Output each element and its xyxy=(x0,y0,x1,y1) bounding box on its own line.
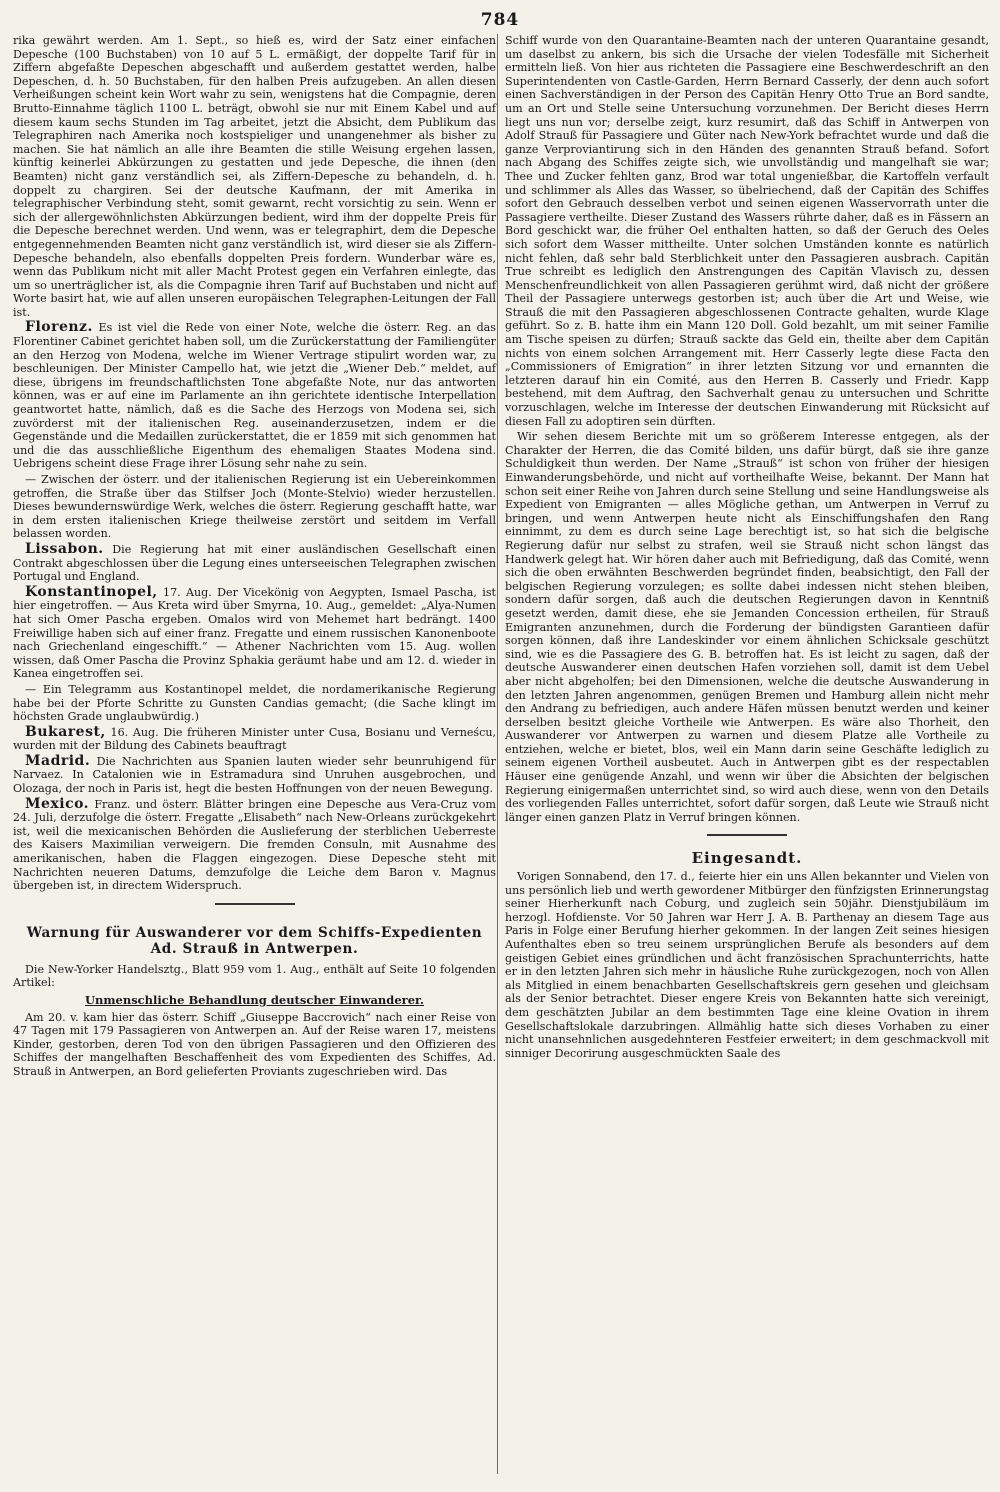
telegramm-report: — Ein Telegramm aus Kostantinopel meldet, die nordamerikanische Regierung habe bei der Pforte Schritte zu Gunsten Candias gemacht; (die Sache klingt im höchsten Grade unglaubwürdig.) xyxy=(13,682,496,724)
warnung-commentary: Wir sehen diesem Berichte mit um so größerem Interesse entgegen, als der Charakter der Herren, die das Comité bilden, uns dafür bürgt, daß sie ihre ganze Schuldigkeit thun werden. Der Name „Strauß“ ist schon von früher der hiesigen Einwanderungsbehörde, und nicht auf vortheilhafte Weise, bekannt. Der Mann hat schon seit einer Reihe von Jahren durch seine Stellung und seine Handlungsweise als Expedient von Emigranten — alles Mögliche gethan, um Antwerpen in Verruf zu bringen, und wenn Antwerpen heute nicht als Einschiffungshafen den Rang einnimmt, zu dem es durch seine Lage berechtigt ist, so hat sich die belgische Regierung dafür nur selbst zu strafen, weil sie Strauß nicht schon längst das Handwerk gelegt hat. Wir hören daher auch mit Befriedigung, daß das Comité, wenn sich die oben erwähnten Beschwerden begründet finden, beabsichtigt, den Fall der belgischen Regierung vorzulegen; es sollte dabei indessen nicht stehen bleiben, sondern dafür sorgen, daß auch die deutschen Regierungen davon in Kenntniß gesetzt werden, damit diese, ehe sie Jemanden Concession ertheilen, für Strauß Emigranten anzunehmen, durch die Forderung der bündigsten Garantieen dafür sorgen können, daß ihre Landeskinder vor einem ähnlichen Schicksale geschützt sind, wie es die Passagiere des G. B. betroffen hat. Es ist leicht zu sagen, daß der deutsche Auswanderer einen deutschen Hafen vorziehen soll, damit ist dem Uebel aber nicht abgeholfen; bei den Dimensionen, welche die deutsche Auswanderung in den letzten Jahren angenommen, genügen Bremen und Hamburg allein nicht mehr den Andrang zu befriedigen, auch andere Häfen müssen benutzt werden und keiner derselben besitzt gleiche Vortheile wie Antwerpen. Es wäre also Thorheit, den Auswanderer vor Antwerpen zu warnen und diesem Platze alle Vortheile zu entziehen, welche er bietet, blos, weil ein Mann darin seine Geschäfte lediglich zu seinem eigenen Vortheil ausbeutet. Auch in Antwerpen gibt es der respectablen Häuser eine genügende Anzahl, und wenn wir über die Absichten der belgischen Regierung einigermaßen unterrichtet sind, so wird auch diese, wenn von den Details des vorliegenden Falles unterrichtet, sofort dafür sorgen, daß Leute wie Strauß nicht länger einen ganzen Platz in Verruf bringen können. xyxy=(505,430,989,824)
lissabon-report xyxy=(13,540,496,584)
warnung-heading: Warnung für Auswanderer vor dem Schiffs-Expedienten Ad. Strauß in Antwerpen. xyxy=(26,924,483,957)
warnung-subheading: Unmenschliche Behandlung deutscher Einwanderer. xyxy=(84,993,425,1007)
place-lissabon: Lissabon. xyxy=(25,540,104,557)
place-bukarest: Bukarest, xyxy=(25,723,106,740)
stilfser-joch-report: — Zwischen der österr. und der italienischen Regierung ist ein Uebereinkommen getroffen, die Straße über das Stilfser Joch (Monte-Stelvio) wieder herzustellen. Dieses bewundernswürdige Werk, welches die österr. Regierung geschafft hatte, war in dem ersten italienischen Kriege theilweise zerstört und seitdem im Verfall belassen worden. xyxy=(13,473,496,541)
section-separator-right xyxy=(707,834,787,836)
lissabon-text: Die Regierung hat mit einer ausländischen Gesellschaft einen Contrakt abgeschlossen über die Legung eines unterseeischen Telegraphen zwischen Portugal und England. xyxy=(13,542,496,584)
telegraph-article-continued: rika gewährt werden. Am 1. Sept., so hieß es, wird der Satz einer einfachen Depesche (100 Buchstaben) von 10 auf 5 L. ermäßigt, der doppelte Tarif für in Ziffern abgefaßte Depeschen abgeschafft und außerdem gestattet werden, halbe Depeschen, d. h. 50 Buchstaben, für den halben Preis aufzugeben. An allen diesen Verheißungen scheint kein Wort wahr zu sein, wenigstens hat die Compagnie, deren Brutto-Einnahme täglich 1100 L. beträgt, obwohl sie nur mit Einem Kabel und auf diesem kaum sechs Stunden im Tag arbeitet, jetzt die Absicht, dem Publikum das Telegraphiren nach Amerika noch kostspieliger und unangenehmer als bisher zu machen. Sie hat nämlich an alle ihre Beamten die stille Weisung ergehen lassen, künftig keinerlei Abkürzungen zu gestatten und jede Depesche, die ihnen (den Beamten) nicht ganz verständlich sei, als Ziffern-Depesche zu behandeln, d. h. doppelt zu chargiren. Sei der deutsche Kaufmann, der mit Amerika in telegraphischer Verbindung steht, somit gewarnt, recht vorsichtig zu sein. Wenn er sich der allergewöhnlichsten Abkürzungen bedient, wird ihm der doppelte Preis für die Depesche berechnet werden. Und wenn, was er telegraphirt, dem die Depesche entgegennehmenden Beamten nicht ganz verständlich ist, wird dieser sie als Ziffern-Depesche behandeln, also ebenfalls doppelten Preis fordern. Wunderbar wäre es, wenn das Publikum nicht mit aller Macht Protest gegen ein Verfahren einlegte, das um so unerträglicher ist, als die Compagnie ihren Tarif auf Buchstaben und nicht auf Worte basirt hat, wie auf allen unseren europäischen Telegraphen-Leitungen der Fall ist. xyxy=(13,34,496,319)
left-column xyxy=(13,34,496,1081)
eingesandt-paragraph: Vorigen Sonnabend, den 17. d., feierte hier ein uns Allen bekannter und Vielen von uns persönlich lieb und werth gewordener Mitbürger den fünfzigsten Erinnerungstag seiner Hierherkunft nach Coburg, und zugleich sein 50jähr. Dienstjubiläum im herzogl. Hofdienste. Vor 50 Jahren war Herr J. A. B. Parthenay an diesem Tage aus Paris in Folge einer Berufung hierher gekommen. In der langen Zeit seines hiesigen Aufenthaltes eben so treu seinem ursprünglichen Berufe als besonders auf dem geistigen Gebiet eines gründlichen und ächt französischen Sprachunterrichts, hatte er in den letzten Jahren sich mehr in häusliche Ruhe zurückgezogen, noch von Allen als Mitglied in einem benachbarten Gesellschaftskreis gern gesehen und gleichsam als der Senior betrachtet. Dieser engere Kreis von Bekannten hatte sich vereinigt, dem geschätzten Jubilar an dem bestimmten Tage eine kleine Ovation in ihrem Gesellschaftslokale darzubringen. Allmählig hatte sich dieses Vorhaben zu einer nicht unansehnlichen ausgedehnteren Festfeier erweitert; in dem geschmackvoll mit sinniger Decorirung ausgeschmückten Saale des xyxy=(505,870,989,1060)
place-konstantinopel: Konstantinopel, xyxy=(25,583,158,600)
warnung-paragraph: Am 20. v. kam hier das österr. Schiff „Giuseppe Baccrovich“ nach einer Reise von 47 Tagen mit 179 Passagieren von Antwerpen an. Auf der Reise waren 17, meistens Kinder, gestorben, deren Tod von den übrigen Passagieren und den Offizieren des Schiffes der mangelhaften Beschaffenheit des vom Expedienten des Schiffes, Ad. Strauß in Antwerpen, an Bord gelieferten Proviants zugeschrieben wird. Das xyxy=(13,1010,496,1078)
eingesandt-title: Eingesandt. xyxy=(691,849,803,868)
place-florenz: Florenz. xyxy=(25,319,93,336)
mexico-report xyxy=(13,795,496,893)
right-column xyxy=(505,34,989,1062)
column-divider xyxy=(497,34,498,1474)
warnung-continued: Schiff wurde von den Quarantaine-Beamten nach der unteren Quarantaine gesandt, um daselbst zu ankern, bis sich die Ursache der vielen Todesfälle mit Sicherheit ermitteln ließ. Von hier aus richteten die Passagiere eine Beschwerdeschrift an den Superintendenten von Castle-Garden, Herrn Bernard Casserly, der denn auch sofort einen Sachverständigen in der Person des Capitän Henry Otto True an Bord sandte, um an Ort und Stelle seine Untersuchung vorzunehmen. Der Bericht dieses Herrn liegt uns nun vor; derselbe zeigt, kurz resumirt, daß das Schiff in Antwerpen von Adolf Strauß für Passagiere und Güter nach New-York befrachtet wurde und daß die ganze Verproviantirung sich in den Händen des genannten Strauß befand. Sofort nach Abgang des Schiffes zeigte sich, wie unvollständig und mangelhaft sie war; Thee und Zucker fehlten ganz, Brod war total ungenießbar, die Kartoffeln verfault und schlimmer als Alles das Wasser, so übelriechend, daß der Capitän des Schiffes sofort den Gebrauch desselben verbot und seinen eigenen Wasservorrath unter die Passagiere vertheilte. Dieser Zustand des Wassers rührte daher, daß es in Fässern an Bord geschickt war, die früher Oel enthalten hatten, so daß der Geruch des Oeles sich sofort dem Wasser mittheilte. Unter solchen Umständen konnte es natürlich nicht fehlen, daß sehr bald Sterblichkeit unter den Passagieren ausbrach. Capitän True schreibt es lediglich den Anstrengungen des Capitän Vlavisch zu, dessen Menschenfreundlichkeit von allen Passagieren gerühmt wird, daß nicht der größere Theil der Passagiere unterwegs gestorben ist; auch über die Art und Weise, wie Strauß die mit den Passagieren abgeschlossenen Contracte gehalten, wurde Klage geführt. So z. B. hatte ihm ein Mann 120 Doll. Gold bezahlt, um mit seiner Familie am Tische speisen zu dürfen; Strauß sackte das Geld ein, theilte aber dem Capitän nichts von einem solchen Arrangement mit. Herr Casserly legte diese Facta den „Commissioners of Emigration“ in ihrer letzten Sitzung vor und ernannten die letzteren darauf hin ein Comité, aus den Herren B. Casserly und Friedr. Kapp bestehend, mit dem Auftrag, den Sachverhalt genau zu untersuchen und Schritte vorzuschlagen, welche im Interesse der deutschen Einwanderung mit Rücksicht auf diesen Fall zu adoptiren sein dürften. xyxy=(505,34,989,428)
bukarest-report xyxy=(13,723,496,753)
florenz-text: Es ist viel die Rede von einer Note, welche die österr. Reg. an das Florentiner Cabinet gerichtet haben soll, um die Zurückerstattung der Familiengüter an den Herzog von Modena, welche im Wiener Vertrage stipulirt worden war, zu beschleunigen. Der Minister Campello hat, wie jetzt die „Wiener Deb.“ meldet, auf diese, übrigens im freundschaftlichsten Tone abgefaßte Note, nur das antworten können, was er auf eine im Parlamente an ihn gerichtete identische Interpellation geantwortet hatte, nämlich, daß es die Sache des Herzogs von Modena sei, sich zuvörderst mit der italienischen Reg. auseinanderzusetzen, indem er die Gegenstände und die Medaillen zurückerstattet, die er 1859 mit sich genommen hat und die das ausschließliche Eigenthum des ehemaligen Staates Modena sind. Uebrigens scheint diese Frage ihrer Lösung sehr nahe zu sein. xyxy=(13,321,496,471)
section-separator xyxy=(215,903,295,905)
bukarest-text: 16. Aug. Die früheren Minister unter Cusa, Bosianu und Verneścu, wurden mit der Bildung des Cabinets beauftragt xyxy=(13,725,496,753)
mexico-text: Franz. und österr. Blätter bringen eine Depesche aus Vera-Cruz vom 24. Juli, derzufolge die österr. Fregatte „Elisabeth“ nach New-Orleans zurückgekehrt ist, weil die mexicanischen Behörden die Auslieferung der sterblichen Ueberreste des Kaisers Maximilian verweigern. Die fremden Consuln, mit Ausnahme des amerikanischen, haben die Flaggen eingezogen. Diese Depesche steht mit Nachrichten neueren Datums, demzufolge die Leiche dem Baron v. Magnus übergeben ist, in directem Widerspruch. xyxy=(13,797,496,893)
place-madrid: Madrid. xyxy=(25,752,91,769)
madrid-text: Die Nachrichten aus Spanien lauten wieder sehr beunruhigend für Narvaez. In Catalonien wie in Estramadura sind Unruhen ausgebrochen, und Olozaga, der noch in Paris ist, hegt die besten Hoffnungen von der neuen Bewegung. xyxy=(13,754,496,796)
konstantinopel-report xyxy=(13,583,496,681)
florenz-report xyxy=(13,321,496,471)
konstantinopel-text: 17. Aug. Der Vicekönig von Aegypten, Ismael Pascha, ist hier eingetroffen. — Aus Kreta wird über Smyrna, 10. Aug., gemeldet: „Alya-Numen hat sich Omer Pascha ergeben. Omalos wird von Mehemet hart bedrängt. 1400 Freiwillige haben sich auf einer franz. Fregatte und einem russischen Kanonenboote nach Griechenland eingeschifft.“ — Athener Nachrichten vom 15. Aug. wollen wissen, daß Omer Pascha die Provinz Sphakia geräumt habe und am 12. d. wieder in Kanea eingetroffen sei. xyxy=(13,585,496,681)
madrid-report xyxy=(13,752,496,796)
warnung-intro: Die New-Yorker Handelsztg., Blatt 959 vom 1. Aug., enthält auf Seite 10 folgenden Artikel: xyxy=(13,962,496,990)
page-number: 784 xyxy=(480,10,520,30)
place-mexico: Mexico. xyxy=(25,795,90,812)
